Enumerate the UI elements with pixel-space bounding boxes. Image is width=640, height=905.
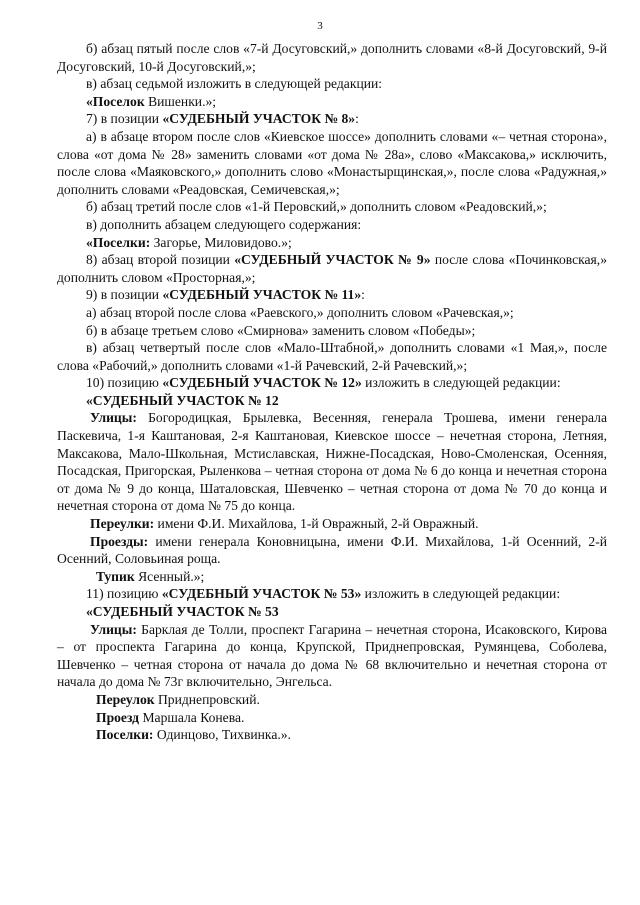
paragraph-v-abzac-sedmoy: в) абзац седьмой изложить в следующей редакции:: [86, 76, 383, 92]
bold-label: «Поселки:: [86, 234, 151, 250]
text-run: имени Ф.И. Михайлова, 1-й Овражный, 2-й Овражный.: [154, 516, 479, 532]
paragraph-item-7: [57, 110, 607, 128]
text-run: Приднепровский.: [154, 691, 260, 707]
paragraph-9a: а) абзац второй после слова «Раевского,» дополнить словом «Рачевская,»;: [86, 304, 514, 320]
text-run: изложить в следующей редакции:: [361, 586, 561, 602]
paragraph-proezd-53: [57, 709, 607, 727]
bold-section-ref: «СУДЕБНЫЙ УЧАСТОК № 12»: [162, 375, 362, 391]
section-heading-53: «СУДЕБНЫЙ УЧАСТОК № 53: [86, 604, 279, 619]
paragraph-9b: б) в абзаце третьем слово «Смирнова» заменить словом «Победы»;: [86, 322, 476, 338]
paragraph-item-11: [57, 585, 607, 603]
paragraph-item-8: [57, 251, 607, 286]
paragraph-7v: в) дополнить абзацем следующего содержания:: [86, 216, 362, 232]
text-run: Одинцово, Тихвинка.».: [153, 727, 291, 743]
page-number: 3: [317, 20, 323, 32]
bold-section-ref: «СУДЕБНЫЙ УЧАСТОК № 53»: [161, 586, 362, 602]
paragraph-7b: б) абзац третий после слов «1-й Перовский,» дополнить словом «Реадовский,»;: [86, 199, 547, 215]
paragraph-item-10: [57, 374, 607, 392]
text-run: после слова «Починковская,» дополнить словом «Просторная,»;: [57, 252, 607, 285]
text-run: изложить в следующей редакции:: [361, 375, 561, 391]
bold-label: Проезд: [96, 709, 140, 725]
text-run: 10) позицию: [86, 375, 163, 391]
paragraph-7a: а) в абзаце втором после слов «Киевское шоссе» дополнить словами «– четная сторона», слова «от дома № 28» заменить словами «от дома № 28а», слово «Максакова,» исключить, после слова «Маяковского,» дополнить слово «Монастырщинская,», после слова «Радужная,» дополнить словами «Реадовская, Семичевская,»;: [57, 128, 607, 197]
bold-label: Улицы:: [90, 621, 137, 637]
bold-label: Поселки:: [96, 727, 154, 743]
bold-section-ref: «СУДЕБНЫЙ УЧАСТОК № 9»: [234, 252, 431, 268]
paragraph-ulicy-12: [57, 409, 607, 515]
paragraph-9v: в) абзац четвертый после слов «Мало-Штабной,» дополнить словами «1 Мая,», после слова «Рабочий,» дополнить словами «1-й Рачевский, 2-й Рачевский,»;: [57, 340, 607, 373]
text-run: Ясенный.»;: [134, 568, 205, 584]
text-run: 11) позицию: [86, 586, 162, 602]
bold-label: Тупик: [96, 568, 135, 584]
bold-section-ref: «СУДЕБНЫЙ УЧАСТОК № 11»: [162, 287, 362, 303]
paragraph-b-abzac-pyatyy: б) абзац пятый после слов «7-й Досуговский,» дополнить словами «8-й Досуговский, 9-й Досуговский, 10-й Досуговский,»;: [57, 41, 607, 74]
paragraph-pereulki-12: [57, 515, 607, 533]
text-run: Барклая де Толли, проспект Гагарина – нечетная сторона, Исаковского, Кирова – от проспекта Гагарина до конца, Крупской, Приднепровская, Румянцева, Соболева, Шевченко – четная сторона от начала до дома № 68 включительно и нечетная сторона от начала до дома № 73г включительно, Энгельса.: [57, 621, 607, 690]
paragraph-ulicy-53: [57, 621, 607, 691]
paragraph-item-9: [57, 286, 607, 304]
paragraph-poselki-53: [57, 726, 607, 744]
text-run: Богородицкая, Брылевка, Весенняя, генерала Трошева, имени генерала Паскевича, 1-я Каштановая, 2-я Каштановая, Киевское шоссе – нечетная сторона, Летняя, Максакова, Мало-Школьная, Мстиславская, Нижне-Посадская, Ново-Смоленская, Осенняя, Посадская, Пригорская, Рыленкова – четная сторона от дома № 6 до конца и нечетная сторона от дома № 9 до конца, Шаталовская, Шевченко – четная сторона от дома № 70 до конца и нечетная сторона от дома № 75 до конца.: [57, 410, 607, 514]
bold-label: Переулки:: [90, 516, 155, 532]
text-run: 9) в позиции: [86, 287, 163, 303]
bold-label: Переулок: [96, 691, 155, 707]
bold-label: «Поселок: [86, 93, 145, 109]
text-run: 7) в позиции: [86, 111, 163, 127]
paragraph-tupik-12: [57, 568, 607, 586]
text-run: Вишенки.»;: [144, 93, 217, 109]
bold-label: Улицы:: [90, 410, 137, 426]
text-run: имени генерала Коновницына, имени Ф.И. Михайлова, 1-й Осенний, 2-й Осенний, Соловьиная роща.: [57, 533, 607, 567]
section-heading-12: «СУДЕБНЫЙ УЧАСТОК № 12: [86, 392, 279, 408]
text-run: Маршала Конева.: [139, 709, 245, 725]
text-run: Загорье, Миловидово.»;: [150, 234, 292, 250]
paragraph-poselok-vishenki: [57, 93, 607, 111]
text-run: 8) абзац второй позиции: [86, 252, 235, 268]
paragraph-pereulok-53: [57, 691, 607, 709]
bold-label: Проезды:: [90, 533, 149, 549]
document-body: [57, 40, 607, 744]
bold-section-ref: «СУДЕБНЫЙ УЧАСТОК № 8»: [162, 111, 356, 127]
text-run: :: [361, 287, 365, 303]
paragraph-proezdy-12: [57, 533, 607, 568]
text-run: :: [355, 111, 359, 127]
paragraph-poselki-zagorye: [57, 234, 607, 252]
